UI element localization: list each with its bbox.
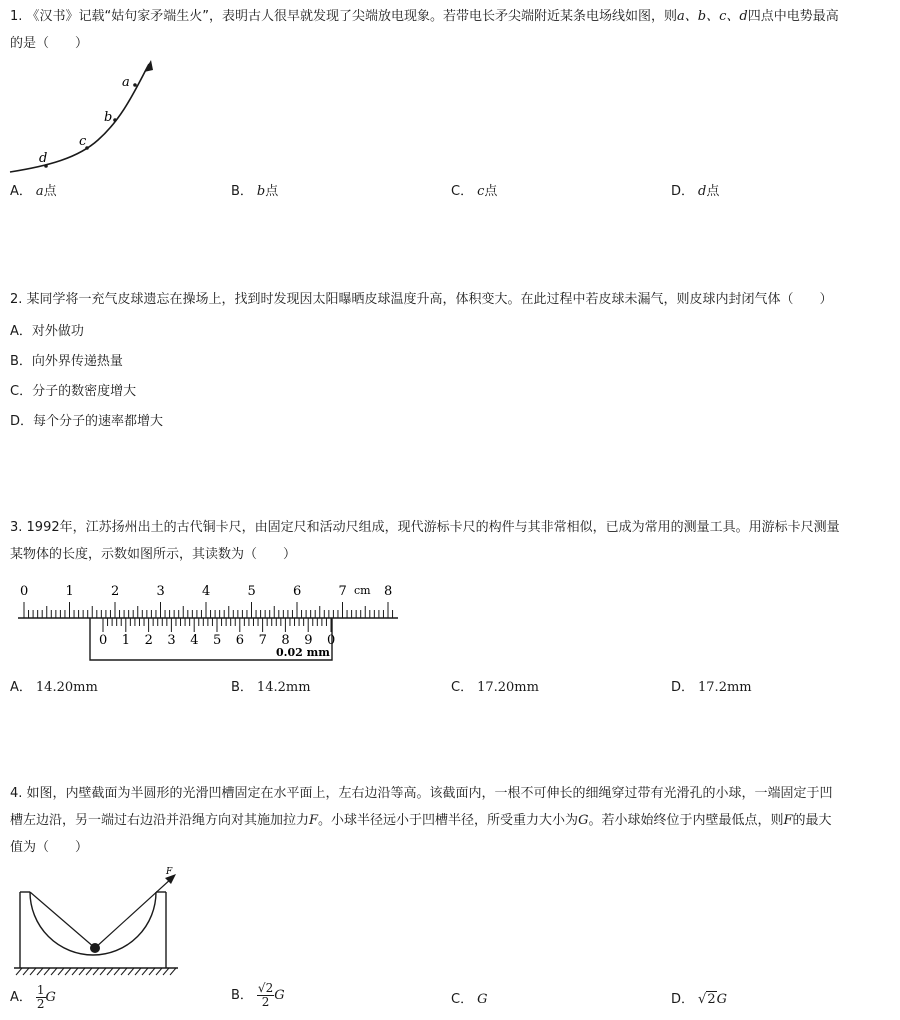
q2-option-a[interactable]: A．对外做功 <box>10 324 84 339</box>
main-scale-number: 7 <box>338 584 347 599</box>
vernier-number: 9 <box>304 633 313 648</box>
hatch-line <box>16 968 22 975</box>
main-scale-number: 5 <box>247 584 256 599</box>
hatch-line <box>72 968 78 975</box>
q2-option-d[interactable]: D．每个分子的速率都增大 <box>10 414 164 429</box>
hatch-line <box>30 968 36 975</box>
point-c-label: c <box>79 134 87 149</box>
main-scale-number: 1 <box>65 584 74 599</box>
point-variables: a、b、c、d <box>677 9 748 24</box>
vernier-scale-ticks <box>103 618 331 632</box>
hatch-line <box>121 968 127 975</box>
vernier-number: 0 <box>99 633 108 648</box>
point-a-label: a <box>122 75 130 90</box>
point-d-label: d <box>39 151 48 166</box>
field-line-arrowhead <box>144 60 153 72</box>
hatch-line <box>107 968 113 975</box>
rope-right-segment <box>95 878 172 948</box>
vernier-number: 3 <box>167 633 176 648</box>
q3-option-d[interactable]: D． 17.2mm <box>671 680 752 695</box>
electric-field-line-figure <box>8 58 158 178</box>
hatch-line <box>128 968 134 975</box>
question-3 <box>10 514 892 568</box>
fraction-one-half: $\frac{1}{2}$ <box>36 983 45 1011</box>
main-scale-number: 6 <box>293 584 302 599</box>
q1-option-b[interactable]: B． b点 <box>231 184 279 199</box>
hatch-line <box>65 968 71 975</box>
force-label: F <box>166 867 173 877</box>
vernier-number: 6 <box>235 633 245 648</box>
main-scale-number: 2 <box>111 584 120 599</box>
hatch-line <box>44 968 50 975</box>
main-scale-number: 0 <box>20 584 29 599</box>
main-scale-number: 4 <box>202 584 211 599</box>
hatch-line <box>93 968 99 975</box>
question-1-stem: 1. 《汉书》记载“姑句家矛端生火”，表明古人很早就发现了尖端放电现象。若带电长矛尖端附近某条电场线如图，则a、b、c、d四点中电势最高 的是（ ） <box>10 9 839 51</box>
main-scale-ticks <box>24 602 393 618</box>
vernier-number: 0 <box>327 633 336 648</box>
vernier-number: 2 <box>144 633 153 648</box>
question-4 <box>10 780 892 861</box>
question-3-stem: 3. 1992年，江苏扬州出土的古代铜卡尺，由固定尺和活动尺组成，现代游标卡尺的构件与其非常相似，已成为常用的测量工具。用游标卡尺测量 某物体的长度，示数如图所示，其读数为（ ） <box>10 520 840 562</box>
q4-option-b[interactable]: B． $\frac{√2}{2}$ G <box>231 981 285 1009</box>
hatch-line <box>163 968 169 975</box>
vernier-precision-label: 0.02 mm <box>276 646 330 659</box>
hatch-line <box>37 968 43 975</box>
hatch-line <box>79 968 85 975</box>
q1-option-c[interactable]: C． c点 <box>451 184 498 199</box>
main-scale-number: 3 <box>156 584 165 599</box>
q4-option-d[interactable]: D． √2G <box>671 992 727 1007</box>
vernier-number: 4 <box>190 633 199 648</box>
hatch-line <box>156 968 162 975</box>
hatch-line <box>135 968 141 975</box>
question-2-stem: 2. 某同学将一充气皮球遗忘在操场上，找到时发现因太阳曝晒皮球温度升高，体积变大。在此过程中若皮球未漏气，则皮球内封闭气体（ ） <box>10 292 833 307</box>
point-b-label: b <box>104 110 113 125</box>
q3-option-b[interactable]: B． 14.2mm <box>231 680 311 695</box>
hatch-line <box>86 968 92 975</box>
q3-option-a[interactable]: A． 14.20mm <box>10 680 98 695</box>
hatch-line <box>170 968 176 975</box>
ground-hatching <box>16 968 176 975</box>
hatch-line <box>51 968 57 975</box>
q2-option-c[interactable]: C．分子的数密度增大 <box>10 384 137 399</box>
fraction-root2-over-2: $\frac{√2}{2}$ <box>257 981 274 1009</box>
q3-option-c[interactable]: C． 17.20mm <box>451 680 539 695</box>
vernier-number: 8 <box>281 633 290 648</box>
hatch-line <box>114 968 120 975</box>
q2-option-b[interactable]: B．向外界传递热量 <box>10 354 123 369</box>
vernier-number: 7 <box>258 633 267 648</box>
semicircular-groove-figure <box>10 862 190 976</box>
q1-option-a[interactable]: A． a点 <box>10 184 57 199</box>
rope-left-segment <box>30 892 95 948</box>
point-b-dot <box>113 118 117 122</box>
question-4-stem: 4. 如图，内壁截面为半圆形的光滑凹槽固定在水平面上，左右边沿等高。该截面内，一根不可伸长的细绳穿过带有光滑孔的小球，一端固定于凹 槽左边沿，另一端过右边沿并沿绳方向对其施加拉力F。小球半径远小于凹槽半径，所受重力大小为G。若小球始终位于内壁最低点，则F的最大 值为（ ） <box>10 786 833 855</box>
hatch-line <box>58 968 64 975</box>
hatch-line <box>100 968 106 975</box>
hatch-line <box>23 968 29 975</box>
vernier-number: 1 <box>121 633 131 648</box>
main-scale-number: 8 <box>384 584 393 599</box>
q1-option-d[interactable]: D． d点 <box>671 184 720 199</box>
main-scale-unit: cm <box>354 584 371 597</box>
hatch-line <box>149 968 155 975</box>
small-ball <box>90 943 100 953</box>
question-2 <box>10 286 892 313</box>
hatch-line <box>142 968 148 975</box>
point-a-dot <box>133 83 137 87</box>
q4-option-c[interactable]: C． G <box>451 992 488 1007</box>
vernier-caliper-figure <box>14 578 404 664</box>
sqrt-two: √2 <box>698 992 716 1007</box>
question-1 <box>10 3 892 57</box>
vernier-number: 5 <box>213 633 222 648</box>
main-scale-numbers <box>20 584 392 599</box>
q4-option-a[interactable]: A． $\frac{1}{2}$ G <box>10 983 56 1011</box>
